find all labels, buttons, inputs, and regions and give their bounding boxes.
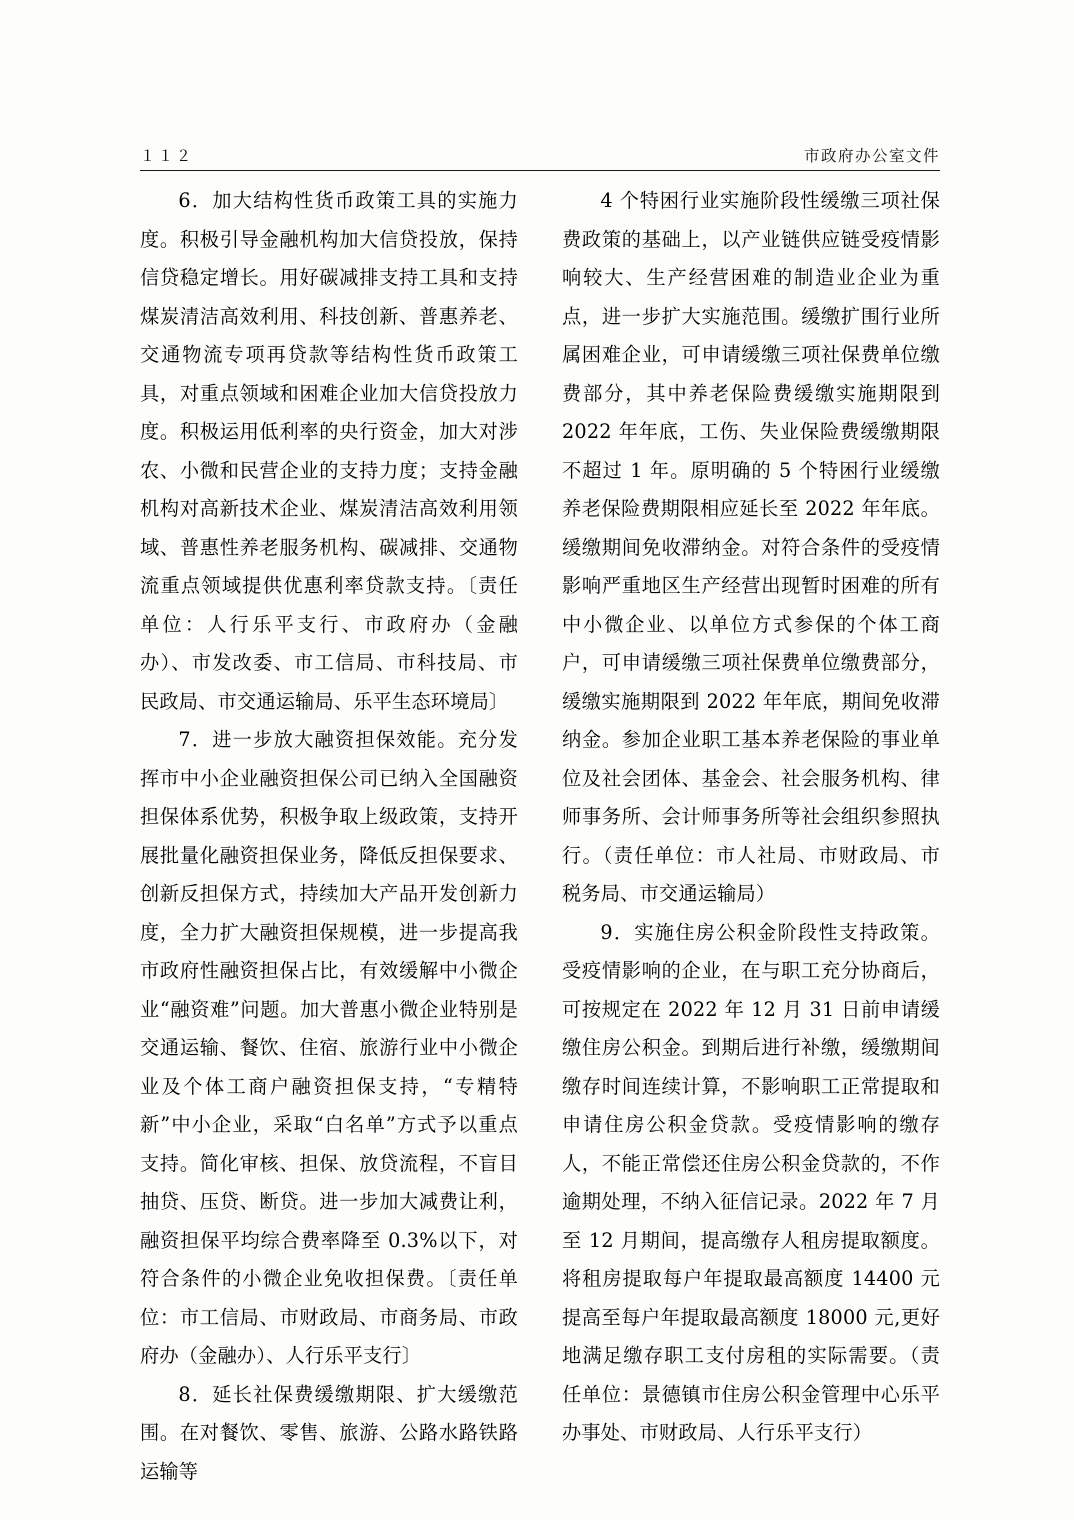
paragraph-8-start: 8．延长社保费缓缴期限、扩大缓缴范围。在对餐饮、零售、旅游、公路水路铁路运输等 [140,1382,518,1483]
paragraph-9: 9．实施住房公积金阶段性支持政策。受疫情影响的企业，在与职工充分协商后，可按规定在 2022 年 12 月 31 日前申请缓缴住房公积金。到期后进行补缴，缓缴期间缴存时间连续计算，不影响职工正常提取和申请住房公积金贷款。受疫情影响的缴存人，不能正常偿还住房公积金贷款的，不作逾期处理，不纳入征信记录。2022 年 7 月至 12 月期间，提高缴存人租房提取额度。将租房提取每户年提取最高额度 14400 元提高至每户年提取最高额度 18000 元,更好地满足缴存职工支付房租的实际需要。（责任单位：景德镇市住房公积金管理中心乐平办事处、市财政局、人行乐平支行） [562,920,940,1444]
column-right [562,182,940,1491]
page-header [140,132,940,171]
paragraph-7: 7．进一步放大融资担保效能。充分发挥市中小企业融资担保公司已纳入全国融资担保体系优势，积极争取上级政策，支持开展批量化融资担保业务，降低反担保要求、创新反担保方式，持续加大产品开发创新力度，全力扩大融资担保规模，进一步提高我市政府性融资担保占比，有效缓解中小微企业“融资难”问题。加大普惠小微企业特别是交通运输、餐饮、住宿、旅游行业中小微企业及个体工商户融资担保支持，“专精特新”中小企业，采取“白名单”方式予以重点支持。简化审核、担保、放贷流程，不盲目抽贷、压贷、断贷。进一步加大减费让利，融资担保平均综合费率降至 0.3%以下，对符合条件的小微企业免收担保费。〔责任单位：市工信局、市财政局、市商务局、市政府办（金融办）、人行乐平支行〕 [140,728,518,1367]
paragraph-6: 6．加大结构性货币政策工具的实施力度。积极引导金融机构加大信贷投放，保持信贷稳定增长。用好碳减排支持工具和支持煤炭清洁高效利用、科技创新、普惠养老、交通物流专项再贷款等结构性货币政策工具，对重点领域和困难企业加大信贷投放力度。积极运用低利率的央行资金，加大对涉农、小微和民营企业的支持力度；支持金融机构对高新技术企业、煤炭清洁高效利用领域、普惠性养老服务机构、碳减排、交通物流重点领域提供优惠利率贷款支持。〔责任单位：人行乐平支行、市政府办（金融办）、市发改委、市工信局、市科技局、市民政局、市交通运输局、乐平生态环境局〕 [140,189,518,713]
document-title: 市政府办公室文件 [803,147,940,165]
body-columns [140,182,940,1491]
column-left [140,182,518,1491]
paragraph-8-continued: 4 个特困行业实施阶段性缓缴三项社保费政策的基础上，以产业链供应链受疫情影响较大、生产经营困难的制造业企业为重点，进一步扩大实施范围。缓缴扩围行业所属困难企业，可申请缓缴三项社保费单位缴费部分，其中养老保险费缓缴实施期限到 2022 年年底，工伤、失业保险费缓缴期限不超过 1 年。原明确的 5 个特困行业缓缴养老保险费期限相应延长至 2022 年年底。缓缴期间免收滞纳金。对符合条件的受疫情影响严重地区生产经营出现暂时困难的所有中小微企业、以单位方式参保的个体工商户，可申请缓缴三项社保费单位缴费部分，缓缴实施期限到 2022 年年底，期间免收滞纳金。参加企业职工基本养老保险的事业单位及社会团体、基金会、社会服务机构、律师事务所、会计师事务所等社会组织参照执行。（责任单位：市人社局、市财政局、市税务局、市交通运输局） [562,189,940,905]
page-number: １１２ [140,147,195,165]
